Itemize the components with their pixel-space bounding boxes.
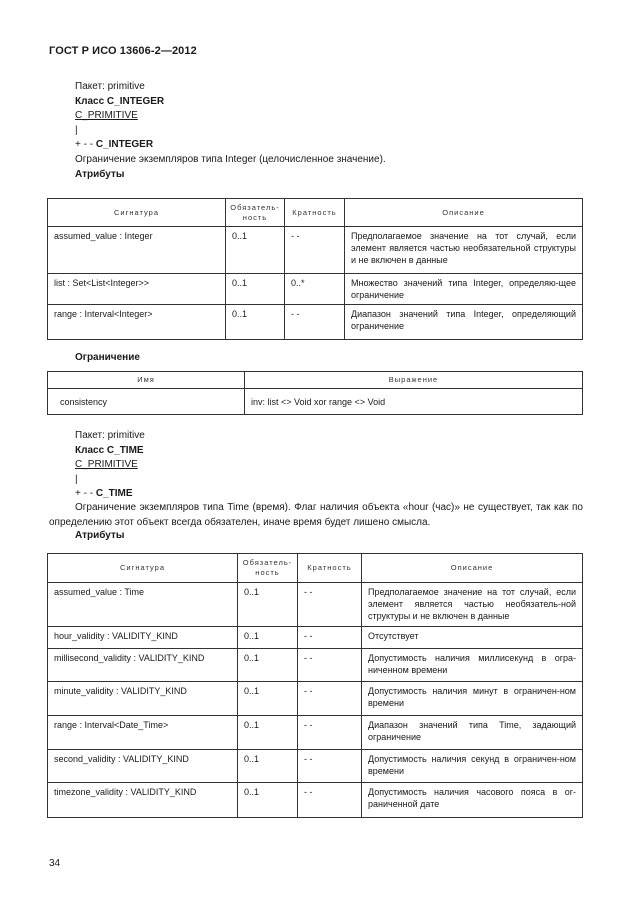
attributes-label: Атрибуты bbox=[75, 530, 125, 541]
constraint-table bbox=[47, 371, 583, 415]
document-header: ГОСТ Р ИСО 13606-2—2012 bbox=[49, 45, 197, 57]
class-description: Ограничение экземпляров типа Integer (целочисленное значение). bbox=[75, 153, 386, 165]
column-header: Кратность bbox=[285, 199, 345, 227]
description-cell: Допустимость наличия минут в ограничен-ном времени bbox=[362, 682, 583, 716]
mandatory-cell: 0..1 bbox=[238, 716, 298, 750]
multiplicity-cell: - - bbox=[298, 716, 362, 750]
signature-cell: timezone_validity : VALIDITY_KIND bbox=[48, 783, 238, 818]
table-row bbox=[48, 682, 583, 716]
inheritance-pipe: | bbox=[75, 124, 78, 136]
multiplicity-cell: - - bbox=[298, 783, 362, 818]
table-row bbox=[48, 583, 583, 627]
column-header: Обязатель- ность bbox=[238, 554, 298, 583]
multiplicity-cell: 0..* bbox=[285, 274, 345, 305]
signature-cell: range : Interval<Date_Time> bbox=[48, 716, 238, 750]
description-cell: Допустимость наличия миллисекунд в огра-ниченном времени bbox=[362, 649, 583, 682]
inheritance-line bbox=[75, 138, 386, 153]
mandatory-cell: 0..1 bbox=[238, 682, 298, 716]
table-row bbox=[48, 305, 583, 340]
inheritance-class: C_INTEGER bbox=[95, 139, 154, 151]
attributes-table-c-integer bbox=[47, 198, 583, 340]
attributes-label: Атрибуты bbox=[75, 168, 125, 180]
mandatory-cell: 0..1 bbox=[226, 227, 285, 274]
class-title: Класс C_TIME bbox=[75, 444, 144, 456]
mandatory-cell: 0..1 bbox=[238, 583, 298, 627]
column-header: Сигнатура bbox=[48, 554, 238, 583]
column-header: Выражение bbox=[245, 372, 583, 389]
column-header: Кратность bbox=[298, 554, 362, 583]
multiplicity-cell: - - bbox=[298, 682, 362, 716]
signature-cell: hour_validity : VALIDITY_KIND bbox=[48, 627, 238, 649]
column-header: Сигнатура bbox=[48, 199, 226, 227]
mandatory-cell: 0..1 bbox=[238, 750, 298, 783]
mandatory-cell: 0..1 bbox=[238, 783, 298, 818]
table-row bbox=[48, 716, 583, 750]
mandatory-cell: 0..1 bbox=[226, 305, 285, 340]
multiplicity-cell: - - bbox=[285, 227, 345, 274]
constraint-expression: inv: list <> Void xor range <> Void bbox=[245, 389, 583, 415]
table-row bbox=[48, 649, 583, 682]
constraint-label: Ограничение bbox=[75, 352, 140, 363]
table-row bbox=[48, 783, 583, 818]
description-cell: Допустимость наличия секунд в ограничен-ном времени bbox=[362, 750, 583, 783]
description-cell: Диапазон значений типа Time, задающий ограничение bbox=[362, 716, 583, 750]
description-cell: Предполагаемое значение на тот случай, если элемент является частью необязательной структуры и не включен в данные bbox=[345, 227, 583, 274]
multiplicity-cell: - - bbox=[298, 649, 362, 682]
description-cell: Отсутствует bbox=[362, 627, 583, 649]
column-header: Имя bbox=[48, 372, 245, 389]
description-cell: Допустимость наличия часового пояса в ог-раниченной дате bbox=[362, 783, 583, 818]
table-row bbox=[48, 227, 583, 274]
signature-cell: assumed_value : Integer bbox=[48, 227, 226, 274]
table-row bbox=[48, 750, 583, 783]
table-row bbox=[48, 274, 583, 305]
table-row bbox=[48, 627, 583, 649]
signature-cell: minute_validity : VALIDITY_KIND bbox=[48, 682, 238, 716]
mandatory-cell: 0..1 bbox=[238, 627, 298, 649]
class-block-c-integer bbox=[75, 80, 386, 182]
description-cell: Предполагаемое значение на тот случай, если элемент является частью необязатель-ной структуры и не включен в данные bbox=[362, 583, 583, 627]
class-description: Ограничение экземпляров типа Time (время). Флаг наличия объекта «hour (час)» не существует, так как по определению этот объект всегда обязателен, иначе время будет лишено смысла. bbox=[49, 502, 583, 528]
signature-cell: assumed_value : Time bbox=[48, 583, 238, 627]
signature-cell: millisecond_validity : VALIDITY_KIND bbox=[48, 649, 238, 682]
multiplicity-cell: - - bbox=[298, 627, 362, 649]
mandatory-cell: 0..1 bbox=[238, 649, 298, 682]
parent-class: C_PRIMITIVE bbox=[75, 459, 138, 471]
inheritance-prefix: + - - bbox=[75, 139, 96, 151]
inheritance-pipe: | bbox=[75, 473, 78, 485]
column-header: Описание bbox=[345, 199, 583, 227]
signature-cell: range : Interval<Integer> bbox=[48, 305, 226, 340]
signature-cell: second_validity : VALIDITY_KIND bbox=[48, 750, 238, 783]
constraint-name: consistency bbox=[48, 389, 245, 415]
package-line: Пакет: primitive bbox=[75, 81, 145, 92]
class-block-c-time bbox=[75, 429, 145, 502]
multiplicity-cell: - - bbox=[298, 583, 362, 627]
column-header: Обязатель- ность bbox=[226, 199, 285, 227]
parent-class: C_PRIMITIVE bbox=[75, 110, 138, 122]
description-cell: Множество значений типа Integer, определяю-щее ограничение bbox=[345, 274, 583, 305]
multiplicity-cell: - - bbox=[285, 305, 345, 340]
attributes-table-c-time bbox=[47, 553, 583, 818]
column-header: Описание bbox=[362, 554, 583, 583]
package-line: Пакет: primitive bbox=[75, 430, 145, 441]
mandatory-cell: 0..1 bbox=[226, 274, 285, 305]
inheritance-class: C_TIME bbox=[95, 488, 133, 500]
page-number: 34 bbox=[49, 858, 61, 869]
multiplicity-cell: - - bbox=[298, 750, 362, 783]
class-title: Класс C_INTEGER bbox=[75, 95, 165, 107]
description-cell: Диапазон значений типа Integer, определяющий ограничение bbox=[345, 305, 583, 340]
signature-cell: list : Set<List<Integer>> bbox=[48, 274, 226, 305]
inheritance-prefix: + - - bbox=[75, 488, 96, 500]
